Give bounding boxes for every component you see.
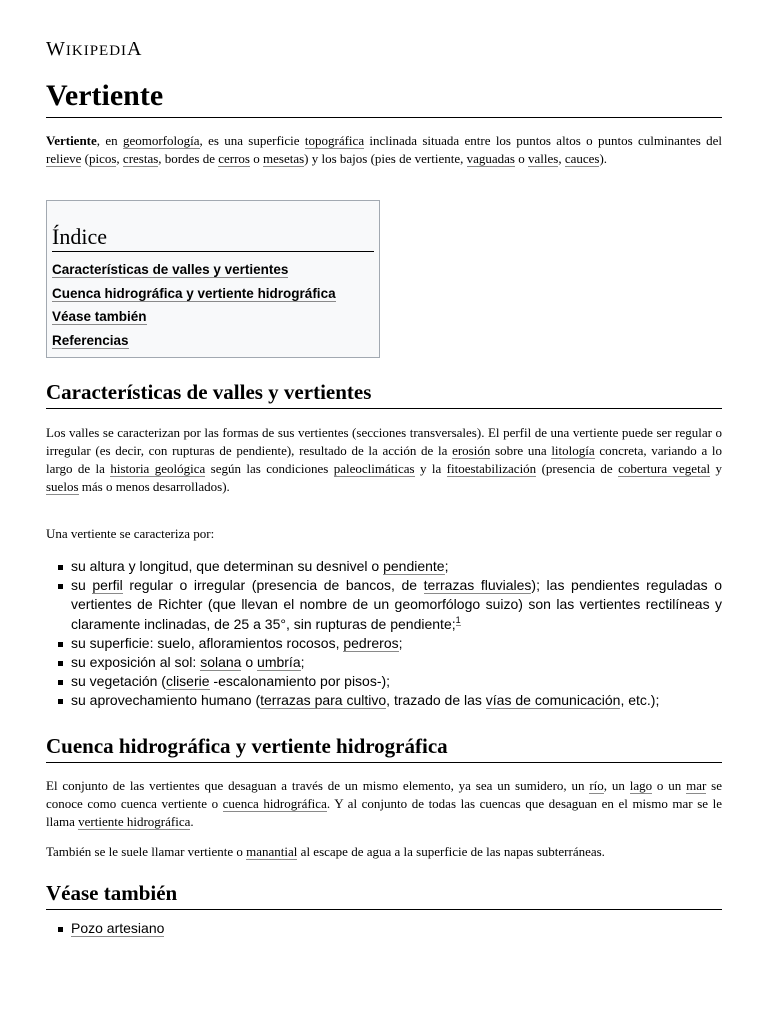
link-geomorfologia[interactable]: geomorfología: [122, 133, 200, 148]
link-perfil[interactable]: perfil: [92, 577, 123, 594]
text: ) y los bajos (pies de vertiente,: [304, 151, 467, 166]
link-litologia[interactable]: litología: [551, 443, 595, 458]
link-lago[interactable]: lago: [629, 778, 653, 793]
text: ).: [599, 151, 608, 166]
text: su vegetación (: [71, 673, 166, 690]
text: su superficie: suelo, afloramientos rocosos,: [71, 634, 344, 651]
text: , es una superficie: [199, 133, 305, 148]
text: su exposición al sol:: [71, 654, 201, 671]
text: o: [241, 654, 258, 671]
text: regular o irregular (presencia de bancos, de: [122, 577, 424, 594]
list-item: [46, 576, 722, 634]
link-cerros[interactable]: cerros: [218, 151, 250, 166]
toc-item: [52, 282, 374, 306]
toc-item: [52, 329, 374, 353]
list-item: [46, 919, 722, 938]
toc-list: [52, 258, 374, 353]
section-heading: Cuenca hidrográfica y vertiente hidrográfica: [46, 733, 722, 763]
link-relieve[interactable]: relieve: [46, 151, 82, 166]
list-item: [46, 634, 722, 653]
link-suelos[interactable]: suelos: [46, 479, 79, 494]
wordmark-part: IKIPEDI: [65, 43, 128, 59]
text: su altura y longitud, que determinan su desnivel o: [71, 558, 384, 574]
text: su: [71, 577, 93, 594]
toc-item: [52, 258, 374, 282]
link-erosion[interactable]: erosión: [452, 443, 491, 458]
text: y: [710, 461, 722, 476]
link-terrazas-cultivo[interactable]: terrazas para cultivo: [260, 692, 387, 709]
list-item: [46, 691, 722, 710]
wordmark-part: W: [46, 38, 66, 60]
text: , etc.);: [620, 692, 660, 709]
text: . Y al conjunto de todas las cuencas que desaguan en el mismo mar se le llama: [46, 796, 722, 829]
text: , un: [603, 778, 630, 793]
text: , en: [96, 133, 123, 148]
text: ;: [444, 558, 449, 574]
link-vertiente-hidrografica[interactable]: vertiente hidrográfica: [78, 814, 191, 829]
link-manantial[interactable]: manantial: [246, 844, 298, 859]
text: , bordes de: [158, 151, 219, 166]
text: o un: [652, 778, 687, 793]
link-pendiente[interactable]: pendiente: [383, 558, 445, 574]
text: o: [515, 151, 528, 166]
text: inclinada situada entre los puntos altos o puntos culminantes del: [364, 133, 722, 148]
link-pedreros[interactable]: pedreros: [343, 634, 399, 651]
link-cuenca-hidrografica[interactable]: cuenca hidrográfica: [222, 796, 327, 811]
table-of-contents: [46, 200, 380, 358]
link-umbria[interactable]: umbría: [257, 654, 301, 671]
text: (presencia de: [536, 461, 619, 476]
link-mesetas[interactable]: mesetas: [263, 151, 305, 166]
link-picos[interactable]: picos: [88, 151, 117, 166]
section-heading: Véase también: [46, 880, 722, 910]
link-cobertura-vegetal[interactable]: cobertura vegetal: [618, 461, 711, 476]
section1-intro-line: Una vertiente se caracteriza por:: [46, 526, 215, 541]
text: , trazado de las: [386, 692, 486, 709]
text: Los valles se caracterizan por las formas de sus vertientes (secciones transversales). El perfil de una vertiente puede ser regular o irregular (es decir, con rupturas de pendiente), resultado de la acción de la: [46, 425, 722, 458]
link-valles[interactable]: valles: [528, 151, 559, 166]
toc-link[interactable]: Véase también: [52, 309, 147, 325]
bold-term: Vertiente: [46, 133, 97, 148]
section2-paragraph: [46, 777, 722, 831]
toc-title: Índice: [52, 223, 374, 252]
text: ); las pendientes reguladas o vertientes de Richter (que llevan el nombre de un geomorfólogo suizo) son las vertientes rectilíneas y claramente inclinadas, de 25 a 35°, sin rupturas de pendiente;: [71, 577, 722, 632]
link-pozo-artesiano[interactable]: Pozo artesiano: [71, 920, 165, 936]
text: según las condiciones: [205, 461, 334, 476]
link-topografica[interactable]: topográfica: [304, 133, 365, 148]
list-item: [46, 653, 722, 672]
reference-link[interactable]: 1: [455, 614, 461, 625]
text: -escalonamiento por pisos-);: [209, 673, 391, 690]
link-cauces[interactable]: cauces: [564, 151, 600, 166]
text: sobre una: [490, 443, 552, 458]
section2-paragraph-2: [46, 843, 722, 861]
section1-paragraph: [46, 424, 722, 496]
text: ,: [558, 151, 565, 166]
link-rio[interactable]: río: [589, 778, 604, 793]
list-item: [46, 557, 722, 576]
text: y la: [414, 461, 447, 476]
section-heading: Características de valles y vertientes: [46, 379, 722, 409]
link-terrazas-fluviales[interactable]: terrazas fluviales: [423, 577, 532, 594]
text: se conoce como cuenca vertiente o: [46, 778, 722, 811]
text: .: [190, 814, 194, 829]
link-crestas[interactable]: crestas: [122, 151, 159, 166]
link-fitoestabilizacion[interactable]: fitoestabilización: [446, 461, 537, 476]
toc-link[interactable]: Cuenca hidrográfica y vertiente hidrográfica: [52, 285, 336, 301]
text: También se le suele llamar vertiente o: [46, 844, 247, 859]
text: ;: [300, 654, 305, 671]
text: concreta, variando a lo largo de la: [46, 443, 722, 476]
list-item: [46, 672, 722, 691]
link-vias-comunicacion[interactable]: vías de comunicación: [485, 692, 621, 709]
text: El conjunto de las vertientes que desaguan a través de un mismo elemento, ya sea un sumidero, un: [46, 778, 590, 793]
text: o: [250, 151, 263, 166]
link-mar[interactable]: mar: [686, 778, 707, 793]
toc-link[interactable]: Referencias: [52, 333, 129, 349]
text: ,: [116, 151, 123, 166]
link-cliserie[interactable]: cliserie: [165, 673, 210, 690]
link-historia-geologica[interactable]: historia geológica: [110, 461, 206, 476]
text: su aprovechamiento humano (: [71, 692, 261, 709]
wordmark-part: A: [127, 38, 143, 60]
toc-link[interactable]: Características de valles y vertientes: [52, 262, 289, 277]
characteristics-list: [46, 557, 722, 711]
wikipedia-wordmark[interactable]: [46, 38, 143, 61]
text: (: [81, 151, 89, 166]
text: al escape de agua a la superficie de las napas subterráneas.: [297, 844, 605, 859]
text: ;: [398, 634, 403, 651]
intro-paragraph: [46, 132, 722, 168]
link-solana[interactable]: solana: [200, 654, 242, 671]
see-also-list: [46, 919, 722, 938]
link-vaguadas[interactable]: vaguadas: [466, 151, 515, 166]
toc-item: [52, 305, 374, 329]
page-title: Vertiente: [46, 78, 722, 118]
link-paleoclimaticas[interactable]: paleoclimáticas: [333, 461, 415, 476]
text: más o menos desarrollados).: [78, 479, 230, 494]
